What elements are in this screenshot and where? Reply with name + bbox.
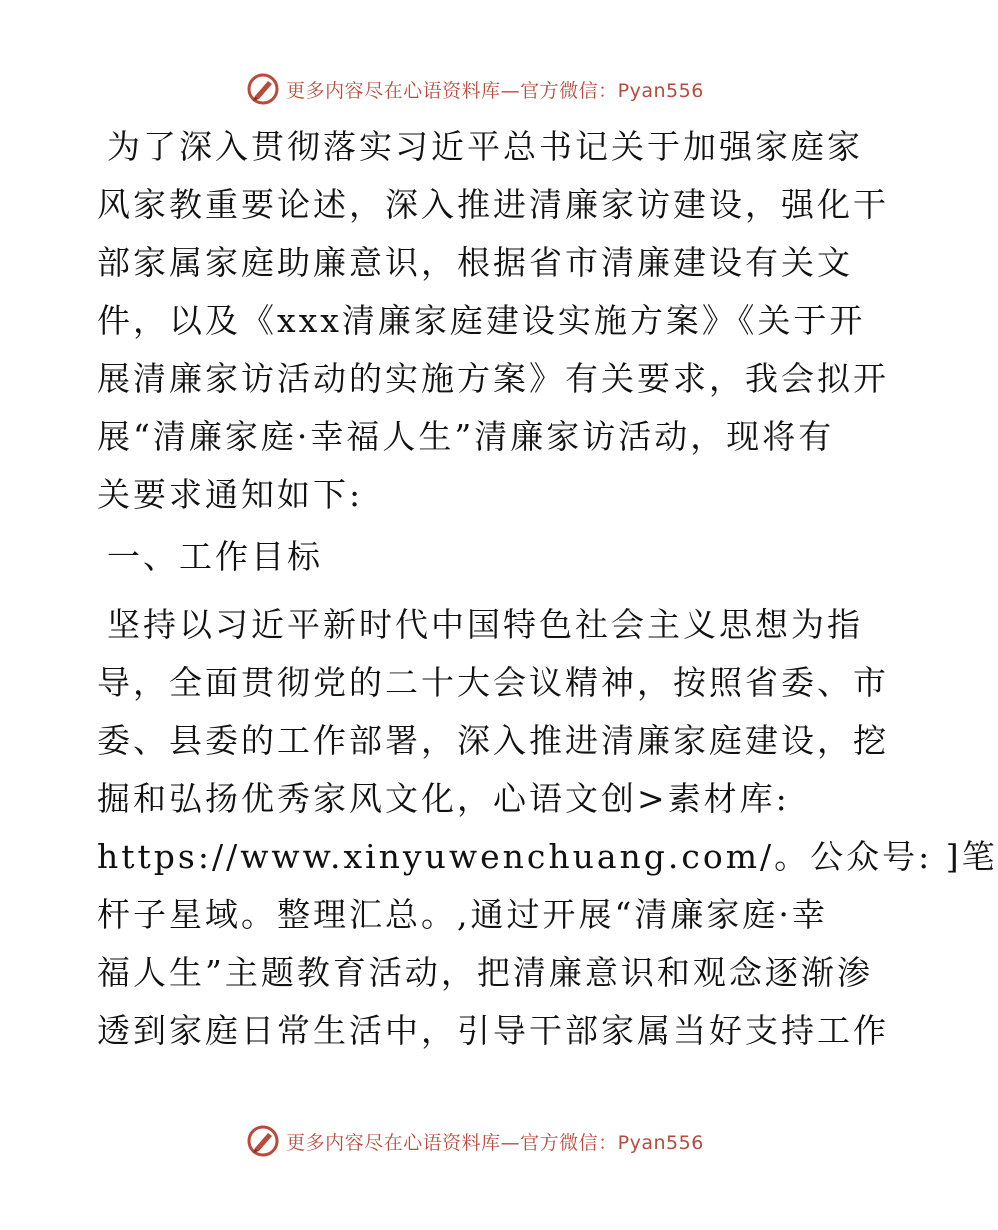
section-heading: 一、工作目标: [107, 537, 323, 576]
url-line: https://www.xinyuwenchuang.com/。公众号: ]笔: [97, 837, 998, 876]
watermark-text: 更多内容尽在心语资料库—官方微信：Pyan556: [286, 79, 704, 102]
pen-logo-icon: [246, 72, 280, 106]
paragraph-line: 透到家庭日常生活中，引导干部家属当好支持工作: [97, 1011, 889, 1050]
paragraph-line: 福人生”主题教育活动，把清廉意识和观念逐渐渗: [97, 953, 873, 992]
paragraph-line: 风家教重要论述，深入推进清廉家访建设，强化干: [97, 185, 889, 224]
paragraph-line: 展清廉家访活动的实施方案》有关要求，我会拟开: [97, 359, 889, 398]
paragraph-line: 坚持以习近平新时代中国特色社会主义思想为指: [107, 605, 863, 644]
pen-logo-icon: [246, 1124, 280, 1158]
paragraph-line: 杆子星域。整理汇总。,通过开展“清廉家庭·幸: [97, 895, 828, 934]
paragraph-line: 为了深入贯彻落实习近平总书记关于加强家庭家: [107, 127, 863, 166]
paragraph-line: 掘和弘扬优秀家风文化，心语文创>素材库:: [97, 779, 790, 818]
paragraph-line: 展“清廉家庭·幸福人生”清廉家访活动，现将有: [97, 417, 835, 456]
paragraph-line: 部家属家庭助廉意识，根据省市清廉建设有关文: [97, 243, 853, 282]
paragraph-line: 件，以及《xxx清廉家庭建设实施方案》《关于开: [97, 301, 866, 340]
header-watermark: [0, 72, 950, 106]
paragraph-line: 关要求通知如下:: [97, 475, 364, 514]
document-body: [97, 118, 998, 1060]
footer-watermark: [0, 1124, 950, 1158]
paragraph-line: 委、县委的工作部署，深入推进清廉家庭建设，挖: [97, 721, 889, 760]
watermark-text: 更多内容尽在心语资料库—官方微信：Pyan556: [286, 1131, 704, 1154]
paragraph-line: 导，全面贯彻党的二十大会议精神，按照省委、市: [97, 663, 889, 702]
